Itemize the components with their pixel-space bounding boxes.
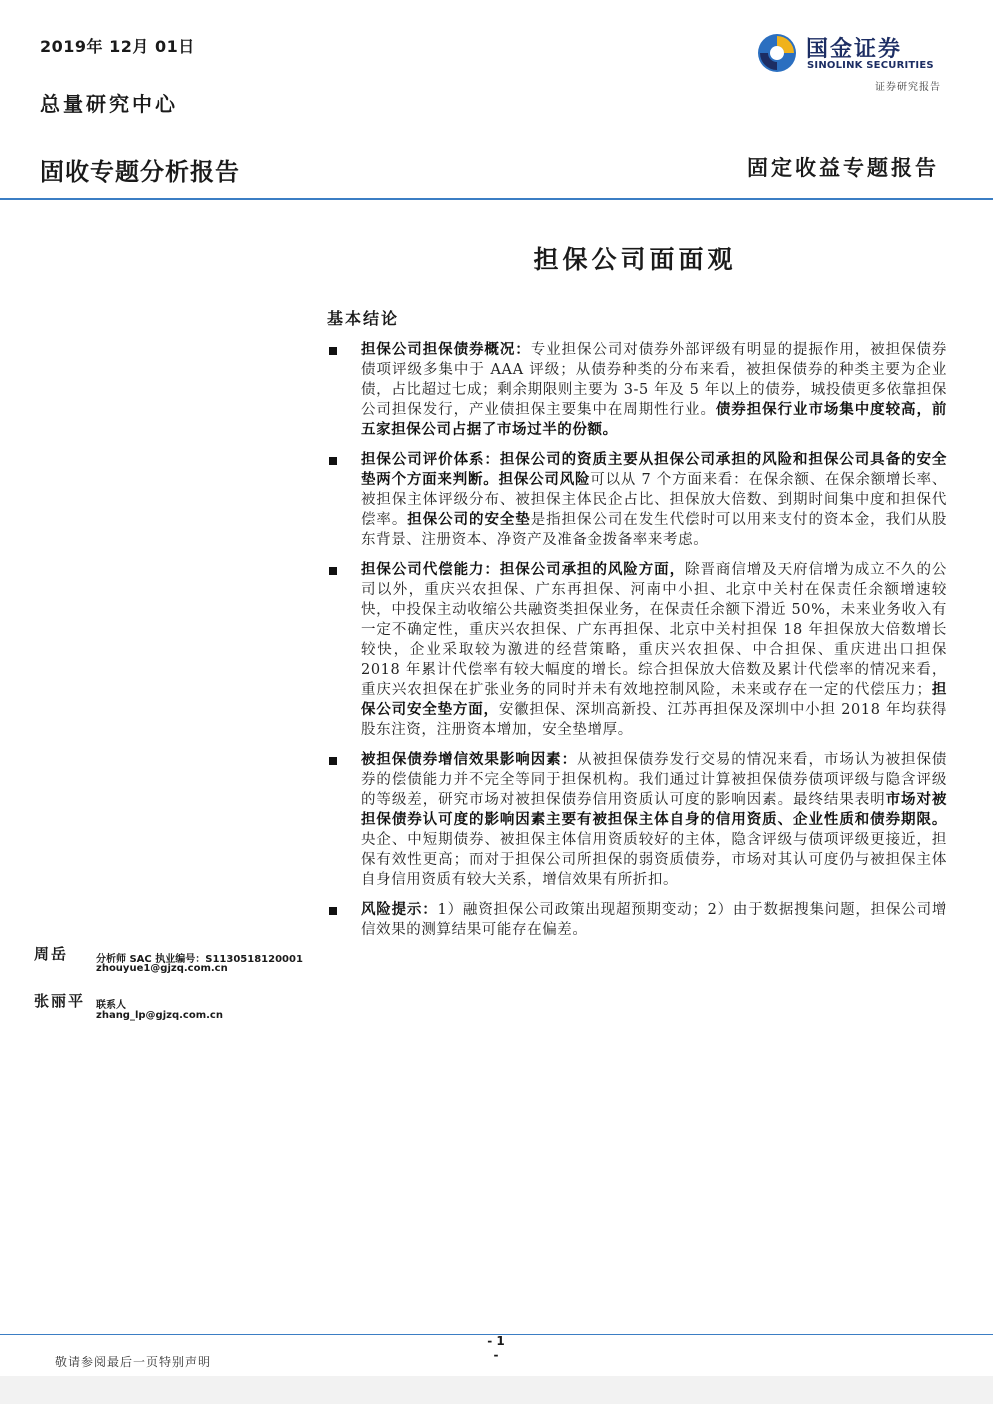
section-title: 基本结论: [327, 309, 400, 328]
contact-name: 张丽平: [34, 992, 86, 1010]
bullet-square-icon: [329, 457, 337, 465]
bullet-square-icon: [329, 907, 337, 915]
bullet-square-icon: [329, 567, 337, 575]
conclusion-list: [327, 340, 947, 950]
header-divider: [0, 198, 993, 200]
contact-role: 联系人: [96, 1000, 126, 1011]
report-category: 固定收益专题报告: [747, 155, 939, 180]
page-number: - 1 -: [487, 1334, 505, 1362]
bullet-square-icon: [329, 347, 337, 355]
analyst-name: 周岳: [34, 945, 69, 963]
conclusion-lead: 担保公司代偿能力：: [361, 561, 500, 578]
report-title: 担保公司面面观: [533, 245, 737, 274]
conclusion-text: [361, 560, 947, 740]
conclusion-body: 1）融资担保公司政策出现超预期变动；2）由于数据搜集问题，担保公司增信效果的测算结果可能存在偏差。: [361, 902, 948, 938]
footer-disclaimer: 敬请参阅最后一页特别声明: [55, 1355, 212, 1369]
conclusion-lead: 被担保债券增信效果影响因素：: [361, 751, 578, 768]
conclusion-item: [327, 750, 947, 890]
conclusion-body: 从被担保债券发行交易的情况来看，市场认为被担保债券的偿债能力并不完全等同于担保机构。我们通过计算被担保债券债项评级与隐含评级的等级差，研究市场对被担保债券信用资质认可度的影响因素。最终结果表明市场对被担保债券认可度的影响因素主要有被担保主体自身的信用资质、企业性质和债券期限。央企、中短期债券、被担保主体信用资质较好的主体，隐含评级与债项评级更接近，担保有效性更高；而对于担保公司所担保的弱资质债券，市场对其认可度仍与被担保主体自身信用资质有较大关系，增信效果有所折扣。: [361, 752, 947, 888]
conclusion-lead: 担保公司评价体系：: [361, 451, 500, 468]
analyst-role: 分析师 SAC 执业编号：S1130518120001: [96, 954, 303, 965]
conclusion-text: [361, 900, 947, 940]
sinolink-logo-icon: [756, 32, 798, 74]
analyst-email[interactable]: zhouyue1@gjzq.com.cn: [96, 963, 228, 974]
bullet-square-icon: [329, 757, 337, 765]
conclusion-text: [361, 340, 947, 440]
conclusion-lead: 担保公司担保债券概况：: [361, 341, 531, 358]
conclusion-body: 担保公司的资质主要从担保公司承担的风险和担保公司具备的安全垫两个方面来判断。担保公司风险可以从 7 个方面来看：在保余额、在保余额增长率、被担保主体评级分布、被担保主体民企占比、担保放大倍数、到期时间集中度和担保代偿率。担保公司的安全垫是指担保公司在发生代偿时可以用来支付的资本金，我们从股东背景、注册资本、净资产及准备金拨备率来考虑。: [361, 451, 947, 548]
contact-email[interactable]: zhang_lp@gjzq.com.cn: [96, 1010, 223, 1021]
conclusion-item: [327, 340, 947, 440]
brand-name-en: SINOLINK SECURITIES: [807, 60, 934, 71]
brand-subtitle: 证券研究报告: [875, 82, 941, 93]
conclusion-text: [361, 450, 947, 550]
sinolink-logo: [756, 30, 946, 76]
footer-bar: [0, 1376, 993, 1404]
report-date: 2019年 12月 01日: [40, 37, 195, 56]
conclusion-item: [327, 900, 947, 940]
research-center: 总量研究中心: [40, 92, 178, 116]
report-type: 固收专题分析报告: [40, 158, 240, 186]
conclusion-text: [361, 750, 947, 890]
conclusion-item: [327, 560, 947, 740]
conclusion-body: 担保公司承担的风险方面，除晋商信增及天府信增为成立不久的公司以外，重庆兴农担保、广东再担保、河南中小担、北京中关村在保责任余额增速较快，中投保主动收缩公共融资类担保业务，在保责任余额下滑近 50%，未来业务收入有一定不确定性，重庆兴农担保、广东再担保、北京中关村担保 18 年担保放大倍数增长较快，企业采取较为激进的经营策略，重庆兴农担保、中合担保、重庆进出口担保 2018 年累计代偿率有较大幅度的增长。综合担保放大倍数及累计代偿率的情况来看，重庆兴农担保在扩张业务的同时并未有效地控制风险，未来或存在一定的代偿压力；担保公司安全垫方面，安徽担保、深圳高新投、江苏再担保及深圳中小担 2018 年均获得股东注资，注册资本增加，安全垫增厚。: [361, 561, 947, 738]
conclusion-lead: 风险提示：: [361, 901, 438, 918]
conclusion-body: 专业担保公司对债券外部评级有明显的提振作用，被担保债券债项评级多集中于 AAA 评级；从债券种类的分布来看，被担保债券的种类主要为企业债，占比超过七成；剩余期限则主要为 3-5 年及 5 年以上的债券，城投债更多依靠担保公司担保发行，产业债担保主要集中在周期性行业。债券担保行业市场集中度较高，前五家担保公司占据了市场过半的份额。: [361, 342, 947, 438]
brand-name-cn: 国金证券: [806, 37, 903, 62]
conclusion-item: [327, 450, 947, 550]
